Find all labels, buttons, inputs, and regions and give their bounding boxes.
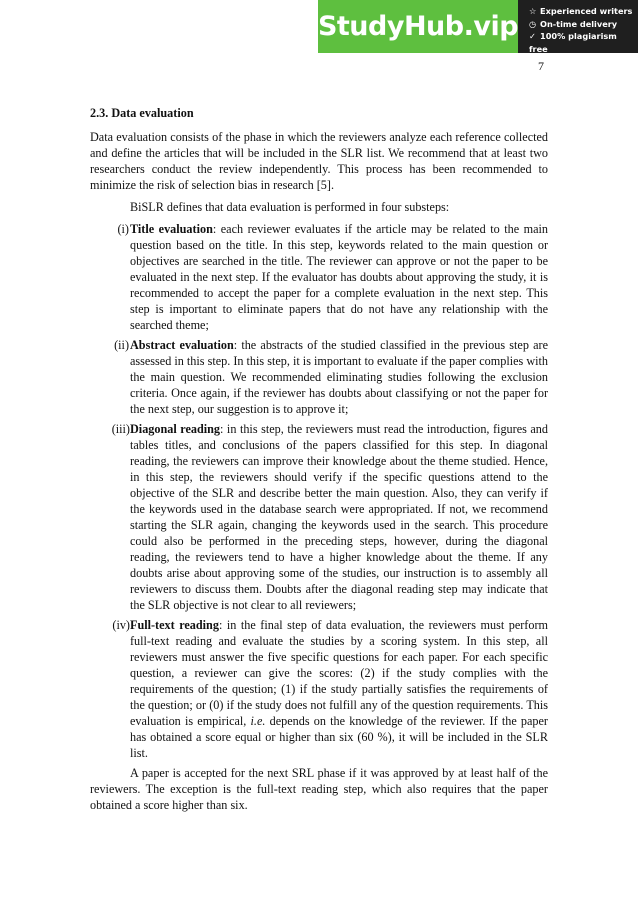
paragraph-intro: Data evaluation consists of the phase in which the reviewers analyze each reference collected and define the articles that will be included in the SLR list. We recommend that at least two researchers conduct the review independently. This process has been recommended to minimize the risk of selection bias in research [5]. bbox=[90, 130, 548, 192]
list-term: Title evaluation bbox=[130, 222, 213, 236]
brand-logo[interactable]: StudyHub.vip bbox=[318, 0, 518, 53]
list-text bbox=[130, 221, 548, 333]
list-desc: : each reviewer evaluates if the article may be related to the main question based on the title. In this step, keywords related to the main question or objectives are searched in the title. The reviewer can approve or not the paper to be evaluated in the next step. If the evaluator has doubts about approving the study, it is recommended to accept the paper for a complete evaluation in the next step. This step is important to eliminate papers that do not have any relationship with the searched theme; bbox=[130, 222, 548, 332]
list-desc: : the abstracts of the studied classified in the previous step are assessed in this step. In this step, it is important to evaluate if the paper complies with the main question. We recommended eliminating studies following the exclusion criteria. Once again, if the reviewer has doubts about classifying or not the paper for the next step, our suggestion is to approve it; bbox=[130, 338, 548, 416]
list-item bbox=[90, 221, 548, 333]
star-icon: ☆ bbox=[529, 6, 537, 16]
list-number: (i) bbox=[117, 222, 129, 236]
list-item bbox=[90, 337, 548, 417]
section-heading: 2.3. Data evaluation bbox=[90, 106, 194, 120]
list-term: Abstract evaluation bbox=[130, 338, 234, 352]
list-emphasis: i.e. bbox=[250, 714, 266, 728]
feature-item bbox=[529, 5, 638, 18]
list-number: (ii) bbox=[114, 338, 129, 352]
paragraph-closing: A paper is accepted for the next SRL phase if it was approved by at least half of the reviewers. The exception is the full-text reading step, which also requires that the paper obtained a score higher than six. bbox=[90, 766, 548, 812]
list-term: Full-text reading bbox=[130, 618, 219, 632]
clock-icon: ◷ bbox=[529, 18, 537, 29]
list-text bbox=[130, 421, 548, 613]
list-desc: : in the final step of data evaluation, the reviewers must perform full-text reading and evaluate the studies by a scoring system. In this step, all reviewers must answer the five specific questions for each paper. For each specific question, a reviewer can give the scores: (2) if the study complies with the requirements of the question; (1) if the study partially satisfies the requirements of the question; or (0) if the study does not fulfill any of the question requirements. This evaluation is empirical, bbox=[130, 618, 548, 728]
feature-item bbox=[529, 30, 638, 55]
feature-text: On-time delivery bbox=[540, 18, 618, 29]
list-desc: depends on the knowledge of the reviewer. If the paper has obtained a score equal or higher than six (60 %), it will be included in the SLR list. bbox=[130, 714, 548, 760]
feature-item bbox=[529, 18, 638, 31]
list-number: (iii) bbox=[111, 422, 130, 436]
list-desc: : in this step, the reviewers must read the introduction, figures and tables titles, and conclusions of the papers classified for this step. In diagonal reading, the reviewers can improve their knowledge about the theme studied. Hence, in this step, the reviewers should verify if the specific questions attend to the objective of the SLR and describe better the main question. Also, they can verify if the keywords used in the database search were appropriated. If not, we recommend starting the SLR again, changing the keywords used in the search. This procedure could also be performed in the preceding steps, however, during the diagonal reading, the reviewers tend to have a higher knowledge about the theme. If any doubts arise about approving some of the studies, our instruction is to assembly all reviewers to discuss them. Doubts after the diagonal reading step may indicate that the SLR objective is not clear to all reviewers; bbox=[130, 422, 548, 612]
feature-list bbox=[518, 0, 638, 53]
list-item bbox=[90, 421, 548, 613]
paragraph-substeps: BiSLR defines that data evaluation is performed in four substeps: bbox=[130, 200, 450, 214]
shield-check-icon: ✓ bbox=[529, 31, 536, 41]
list-text bbox=[130, 617, 548, 761]
feature-text: Experienced writers bbox=[540, 6, 633, 16]
list-number: (iv) bbox=[112, 618, 130, 632]
feature-text: 100% plagiarism free bbox=[529, 31, 617, 54]
document-body bbox=[90, 105, 548, 819]
ad-banner[interactable] bbox=[318, 0, 638, 53]
page-number: 7 bbox=[538, 59, 544, 73]
list-term: Diagonal reading bbox=[130, 422, 220, 436]
list-item bbox=[90, 617, 548, 761]
list-text bbox=[130, 337, 548, 417]
